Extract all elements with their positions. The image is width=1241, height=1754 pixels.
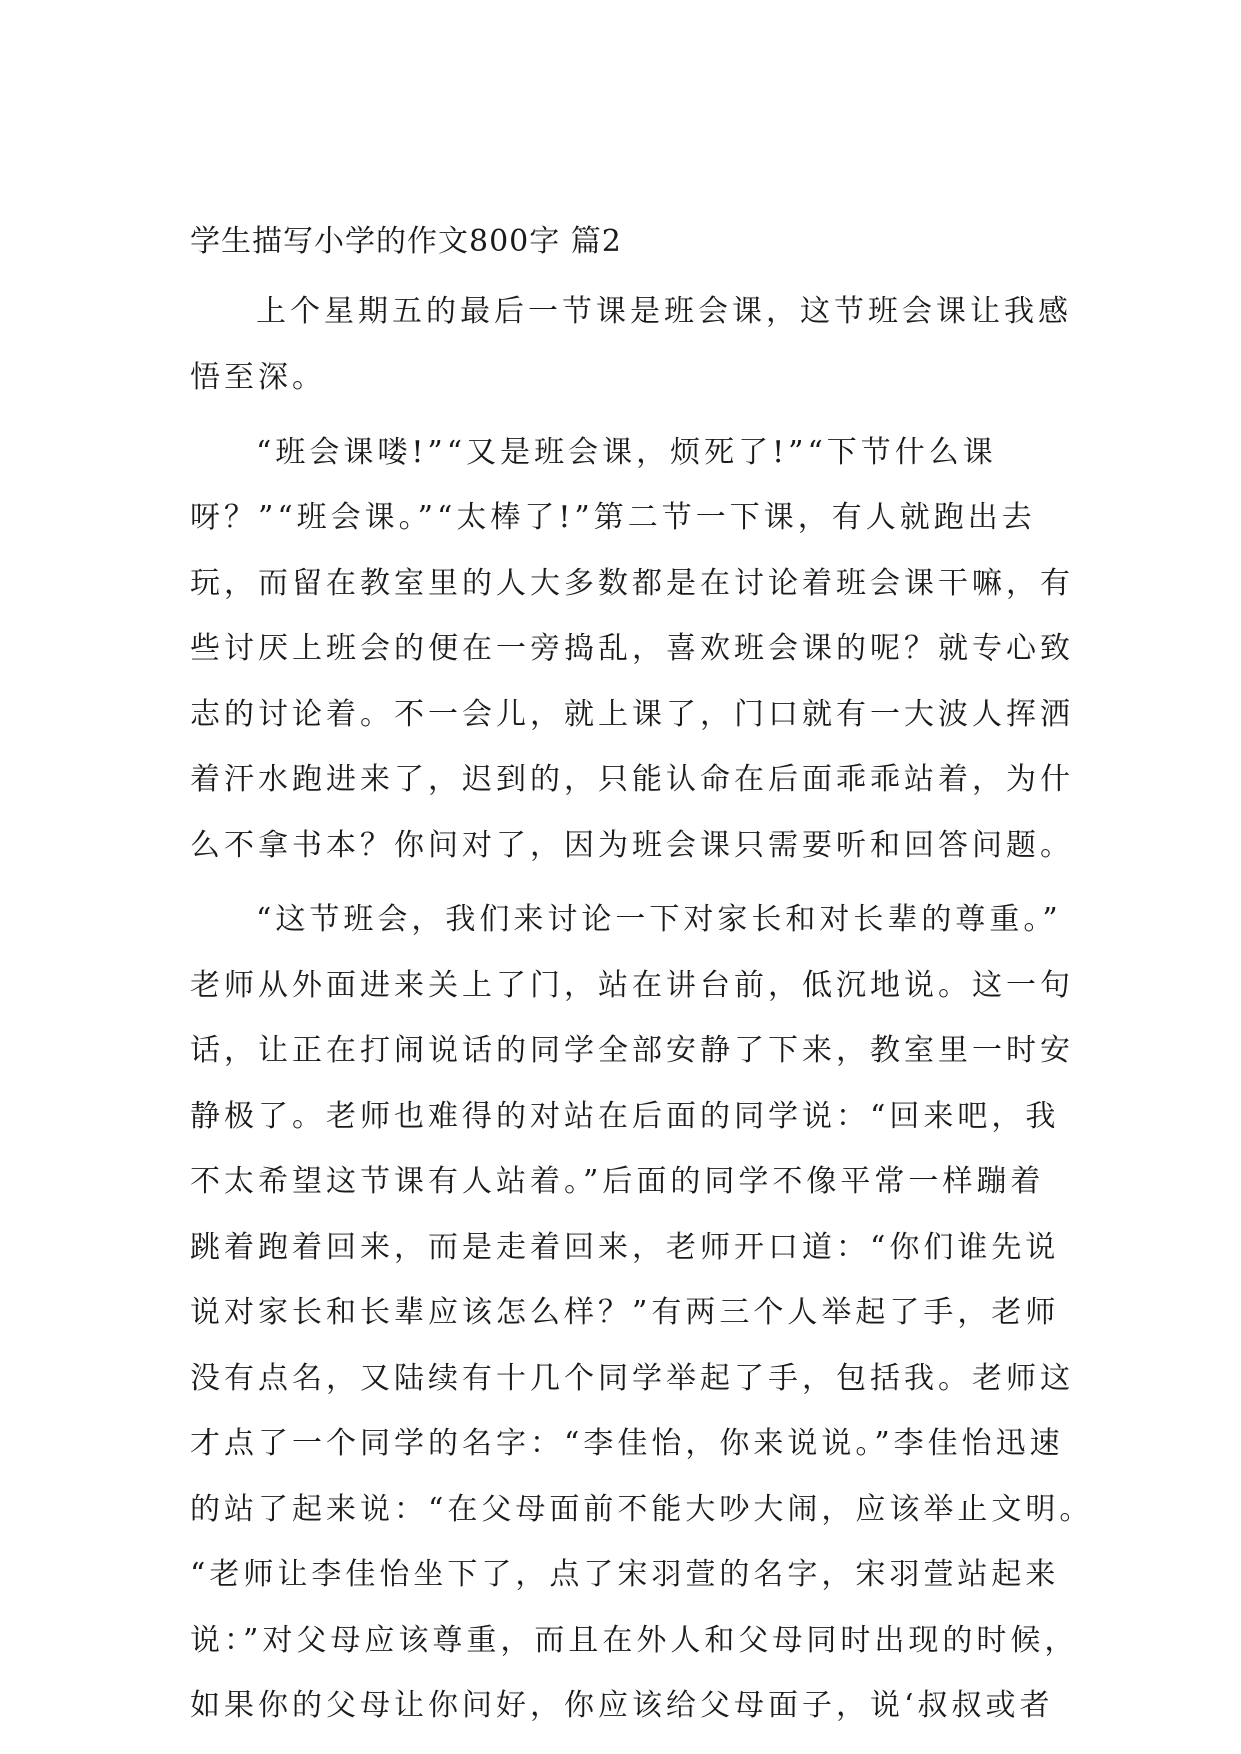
paragraph-line-7: 志的讨论着。不一会儿，就上课了，门口就有一大波人挥洒	[190, 697, 1074, 732]
paragraph-line-19: 的站了起来说：“在父母面前不能大吵大闹，应该举止文明。	[190, 1492, 1094, 1527]
paragraph-line-22: 如果你的父母让你问好，你应该给父母面子，说‘叔叔或者	[190, 1688, 1054, 1723]
paragraph-line-6: 些讨厌上班会的便在一旁捣乱，喜欢班会课的呢？就专心致	[190, 631, 1074, 666]
paragraph-line-17: 没有点名，又陆续有十几个同学举起了手，包括我。老师这	[190, 1361, 1074, 1396]
paragraph-line-15: 跳着跑着回来，而是走着回来，老师开口道：“你们谁先说	[190, 1230, 1060, 1265]
paragraph-line-5: 玩，而留在教室里的人大多数都是在讨论着班会课干嘛，有	[190, 566, 1074, 601]
paragraph-line-13: 静极了。老师也难得的对站在后面的同学说：“回来吧，我	[190, 1099, 1060, 1134]
paragraph-line-2: 悟至深。	[190, 360, 326, 395]
paragraph-line-11: 老师从外面进来关上了门，站在讲台前，低沉地说。这一句	[190, 968, 1074, 1003]
paragraph-line-1: 上个星期五的最后一节课是班会课，这节班会课让我感	[256, 294, 1072, 329]
essay-title: 学生描写小学的作文800字 篇2	[190, 224, 622, 259]
paragraph-line-8: 着汗水跑进来了，迟到的，只能认命在后面乖乖站着，为什	[190, 762, 1074, 797]
paragraph-line-20: “老师让李佳怡坐下了，点了宋羽萱的名字，宋羽萱站起来	[190, 1557, 1060, 1592]
paragraph-line-9: 么不拿书本？你问对了，因为班会课只需要听和回答问题。	[190, 828, 1074, 863]
paragraph-line-12: 话，让正在打闹说话的同学全部安静了下来，教室里一时安	[190, 1033, 1074, 1068]
paragraph-line-21: 说：”对父母应该尊重，而且在外人和父母同时出现的时候，	[190, 1623, 1079, 1658]
paragraph-line-18: 才点了一个同学的名字：“李佳怡，你来说说。”李佳怡迅速	[190, 1426, 1064, 1461]
paragraph-line-10: “这节班会，我们来讨论一下对家长和对长辈的尊重。”	[256, 902, 1062, 937]
paragraph-line-16: 说对家长和长辈应该怎么样？”有两三个人举起了手，老师	[190, 1295, 1060, 1330]
paragraph-line-4: 呀？”“班会课。”“太棒了!”第二节一下课，有人就跑出去	[190, 500, 1036, 535]
paragraph-line-3: “班会课喽!”“又是班会课，烦死了!”“下节什么课	[256, 435, 997, 470]
paragraph-line-14: 不太希望这节课有人站着。”后面的同学不像平常一样蹦着	[190, 1164, 1045, 1199]
